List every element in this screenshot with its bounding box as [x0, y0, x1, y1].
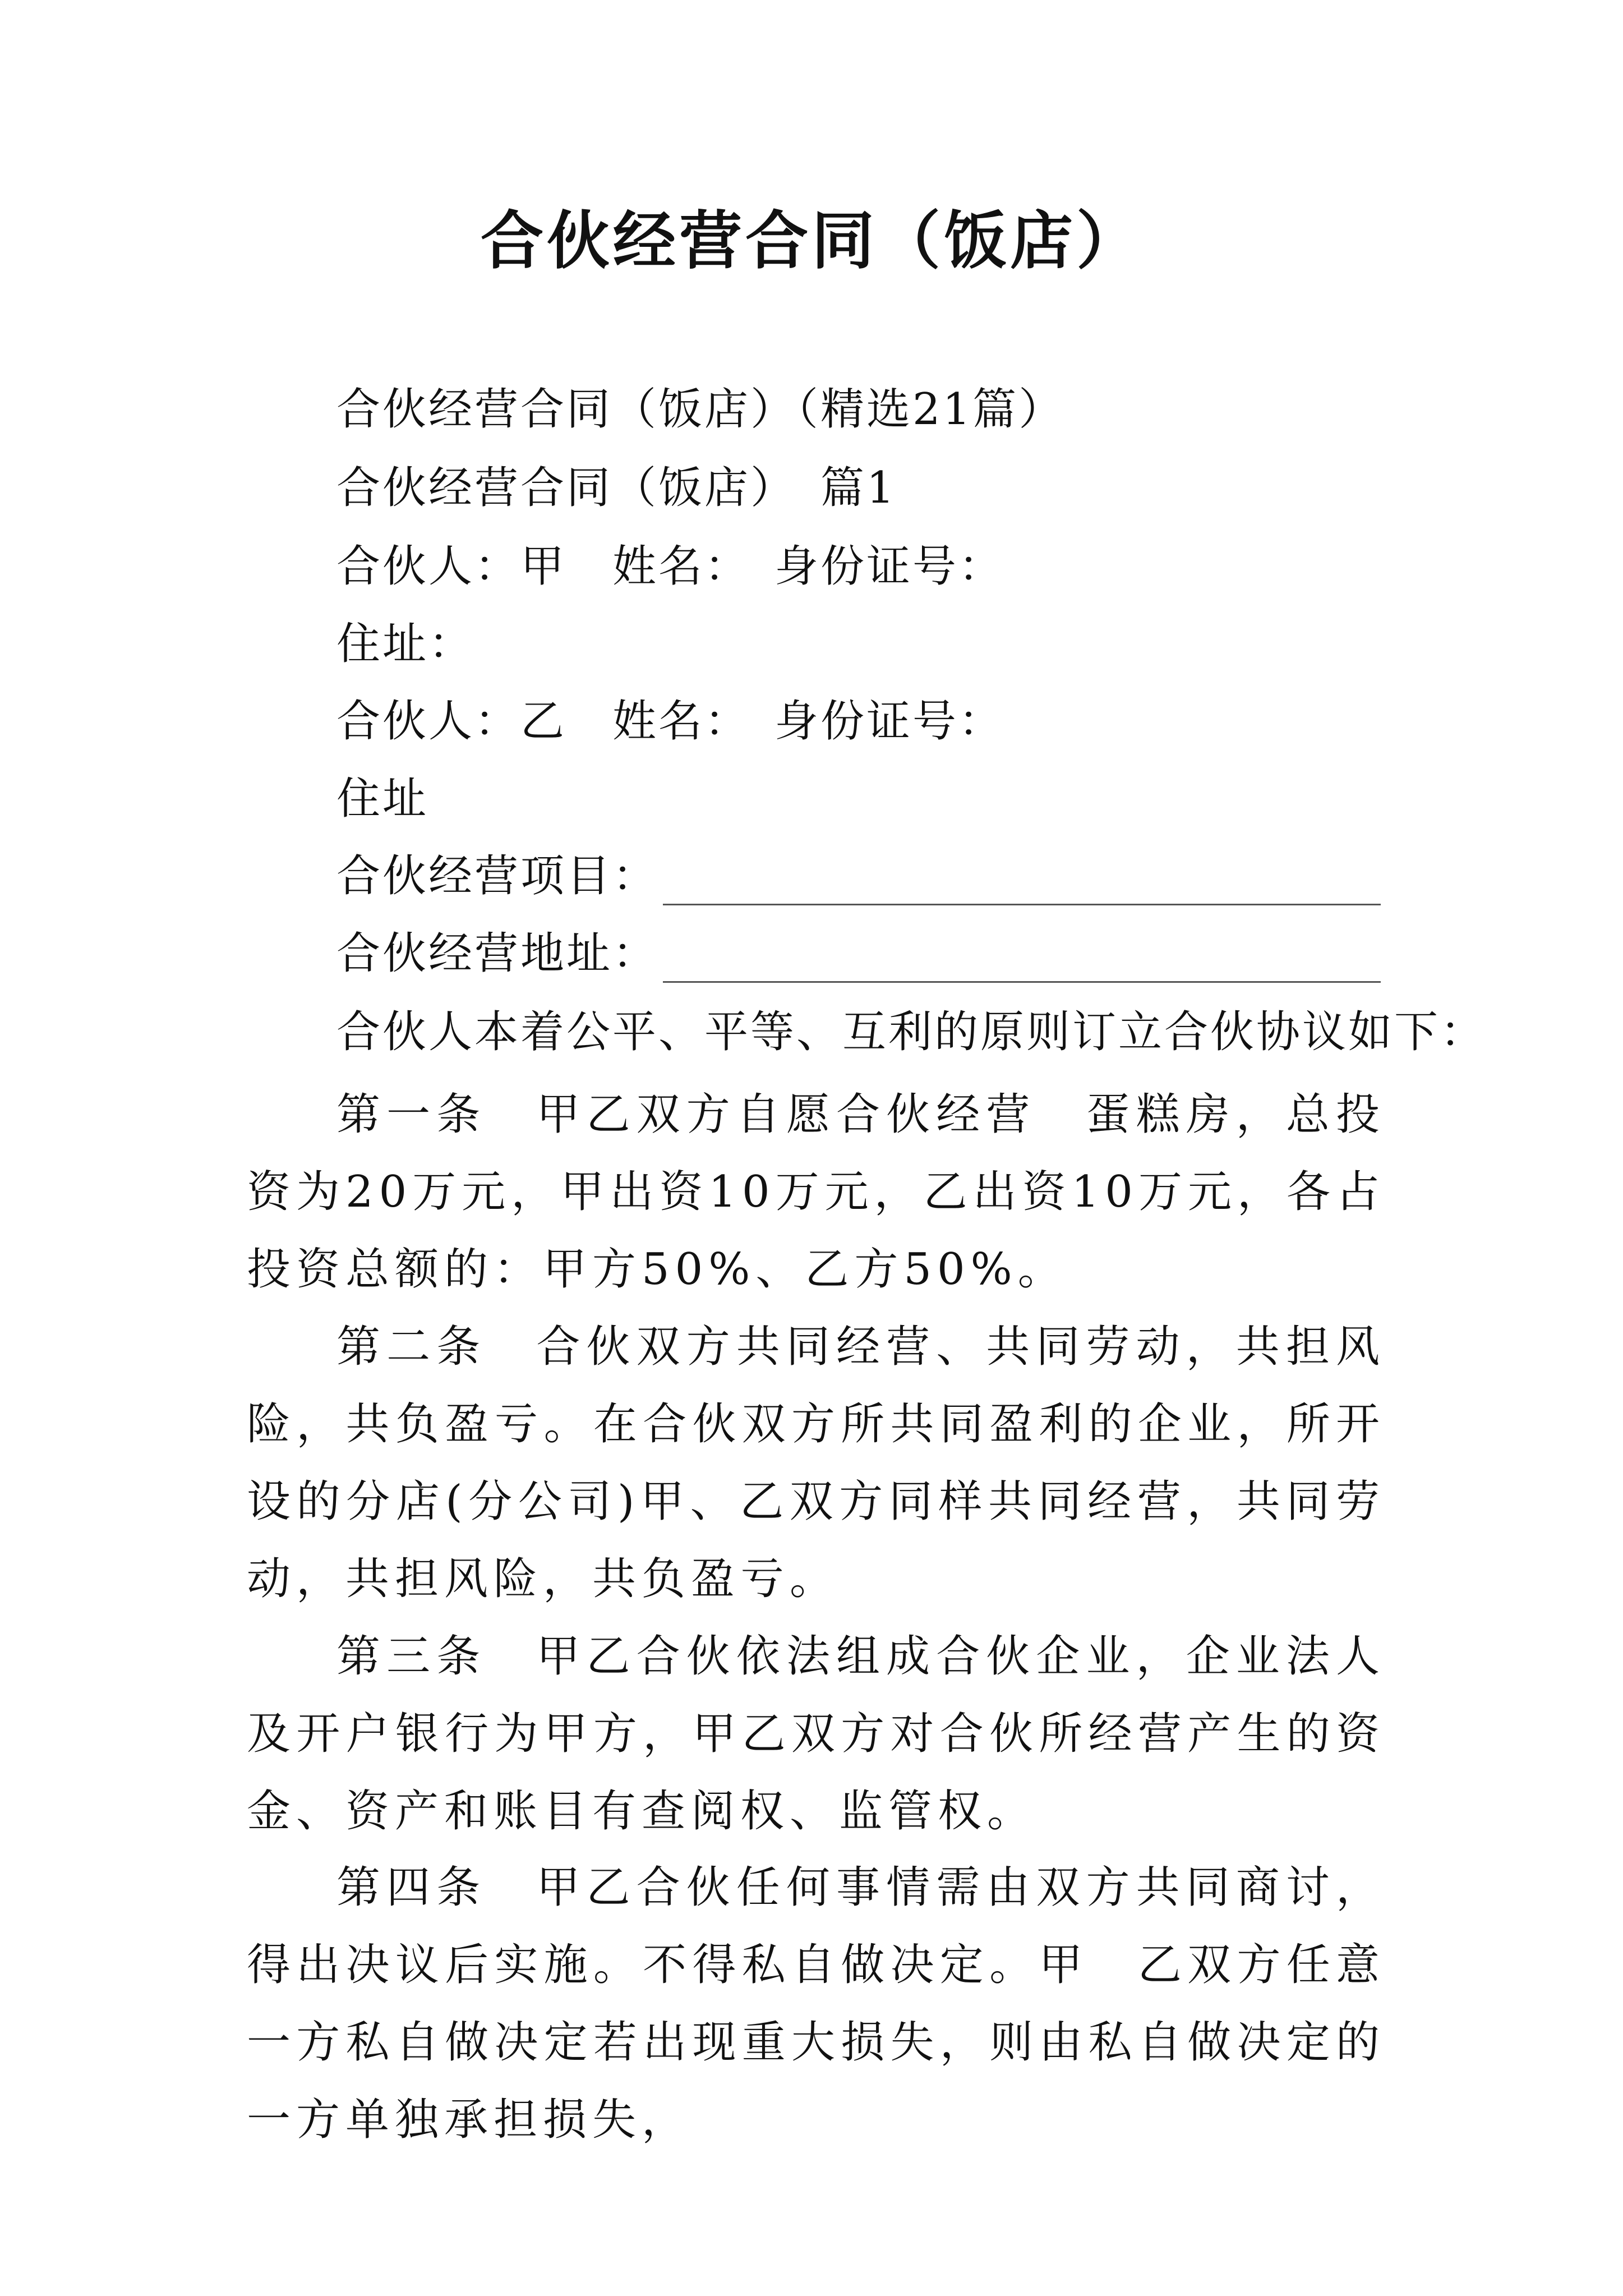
intro-paragraph: 合伙人本着公平、平等、互利的原则订立合伙协议如下：: [336, 1007, 1487, 1057]
article-2-paragraph: 第二条 合伙双方共同经营、共同劳动，共担风险，共负盈亏。在合伙双方所共同盈利的企业，所开设的分店(分公司)甲、乙双方同样共同经营，共同劳动，共担风险，共负盈亏。: [247, 1322, 1385, 1604]
partner-b-line: 合伙人：乙 姓名： 身份证号：: [336, 696, 1005, 747]
address-a-line: 住址：: [336, 619, 475, 669]
partner-a-line: 合伙人：甲 姓名： 身份证号：: [336, 541, 1005, 592]
article-1-paragraph: 第一条 甲乙双方自愿合伙经营 蛋糕房，总投资为20万元，甲出资10万元，乙出资10万元，各占投资总额的：甲方50%、乙方50%。: [247, 1089, 1385, 1295]
location-blank-underline: [663, 979, 1381, 983]
article-4-paragraph: 第四条 甲乙合伙任何事情需由双方共同商讨，得出决议后实施。不得私自做决定。甲 乙双方任意一方私自做决定若出现重大损失，则由私自做决定的一方单独承担损失，: [247, 1862, 1385, 2145]
location-label: 合伙经营地址：: [336, 928, 659, 979]
address-b-line: 住址: [336, 774, 429, 824]
document-subtitle: 合伙经营合同（饭店）（精选21篇）: [336, 384, 1065, 435]
project-label: 合伙经营项目：: [336, 851, 659, 901]
document-title: 合伙经营合同（饭店）: [481, 204, 1142, 278]
location-line: [336, 926, 1381, 983]
article-3-paragraph: 第三条 甲乙合伙依法组成合伙企业，企业法人及开户银行为甲方，甲乙双方对合伙所经营产生的资金、资产和账目有查阅权、监管权。: [247, 1631, 1385, 1837]
section-heading: 合伙经营合同（饭店） 篇1: [336, 463, 897, 513]
project-line: [336, 848, 1381, 905]
project-blank-underline: [663, 901, 1381, 905]
